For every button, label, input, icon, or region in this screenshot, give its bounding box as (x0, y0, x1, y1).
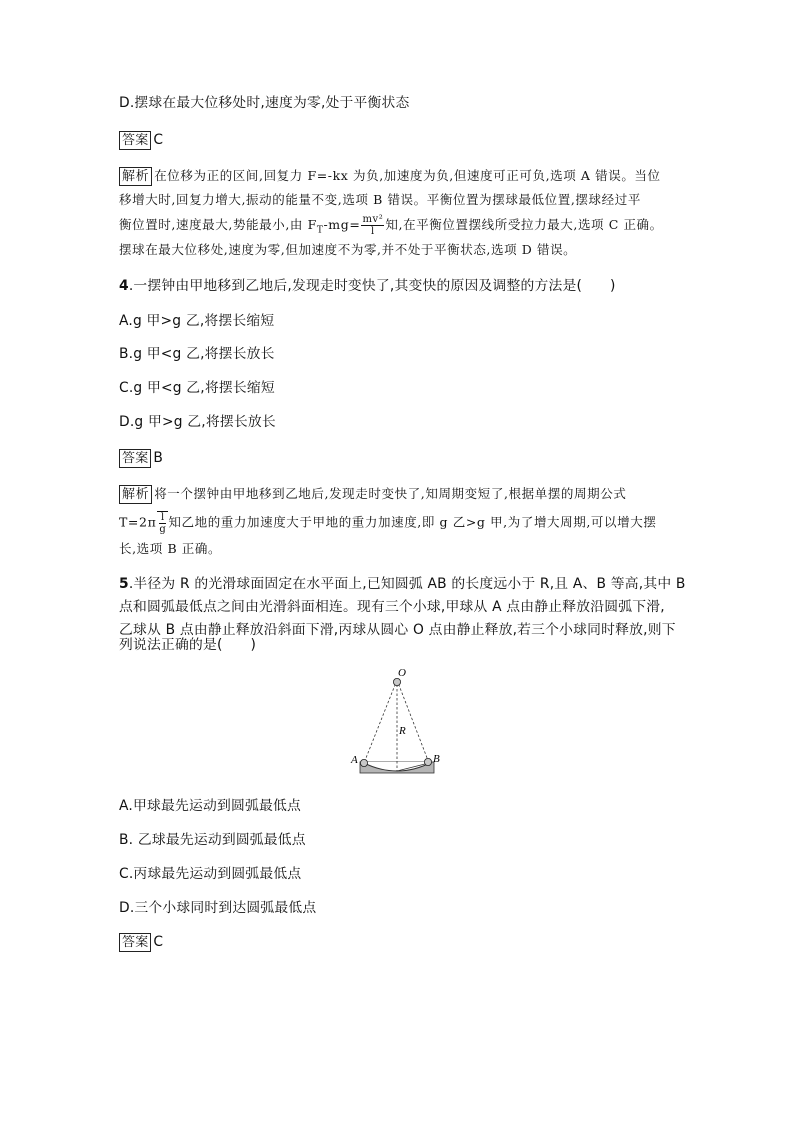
q4-stem: 4.一摆钟由甲地移到乙地后,发现走时变快了,其变快的原因及调整的方法是( ) (119, 278, 616, 294)
label-b: B (433, 753, 440, 765)
q4-analysis-line-2: T=2π $\frac{l}{g}$ 知乙地的重力加速度大于甲地的重力加速度,即 g 乙>g 甲,为了增大周期,可以增大摆 (119, 512, 657, 535)
q3-analysis-line-4: 摆球在最大位移处,速度为零,但加速度不为零,并不处于平衡状态,选项 D 错误。 (119, 242, 577, 257)
q4-option-d: D.g 甲>g 乙,将摆长放长 (119, 414, 276, 430)
q4-answer (119, 448, 163, 468)
q5-answer (119, 932, 163, 952)
fraction-mv2-over-l: $\frac{\text{mv²}}{l}$ (362, 214, 384, 237)
label-a: A (351, 754, 358, 766)
question-number: 4 (119, 278, 129, 294)
answer-tag: 答案 (119, 449, 151, 468)
answer-value: B (153, 450, 164, 466)
q5-option-b: B. 乙球最先运动到圆弧最低点 (119, 832, 306, 848)
ball-b (424, 758, 431, 765)
q5-stem-line-4: 列说法正确的是( ) (119, 637, 257, 653)
q5-option-a: A.甲球最先运动到圆弧最低点 (119, 798, 301, 814)
answer-value: C (153, 934, 164, 950)
q4-option-b: B.g 甲<g 乙,将摆长放长 (119, 346, 275, 362)
ball-o (393, 678, 400, 685)
answer-value: C (153, 132, 164, 148)
q4-option-c: C.g 甲<g 乙,将摆长缩短 (119, 380, 275, 396)
q5-stem-line-3: 乙球从 B 点由静止释放沿斜面下滑,丙球从圆心 O 点由静止释放,若三个小球同时释放,则下 (119, 622, 676, 638)
label-r: R (399, 725, 406, 737)
answer-tag: 答案 (119, 131, 151, 150)
answer-tag: 答案 (119, 933, 151, 952)
label-o: O (398, 667, 406, 679)
q5-option-c: C.丙球最先运动到圆弧最低点 (119, 866, 302, 882)
q4-analysis-line-3: 长,选项 B 正确。 (119, 541, 222, 556)
q5-stem-line-1: 5.半径为 R 的光滑球面固定在水平面上,已知圆弧 AB 的长度远小于 R,且 A、B 等高,其中 B (119, 576, 686, 592)
q4-analysis-line-1: 解析 将一个摆钟由甲地移到乙地后,发现走时变快了,知周期变短了,根据单摆的周期公式 (119, 484, 626, 504)
q3-analysis-line-3: 衡位置时,速度最大,势能最小,由 $F_T-mg=$ $\frac{\text{mv²}}{l}$ 知,在平衡位置摆线所受拉力最大,选项 C 正确。 (119, 214, 663, 237)
q4-option-a: A.g 甲>g 乙,将摆长缩短 (119, 313, 275, 329)
sphere-pendulum-diagram (340, 666, 450, 786)
ball-a (360, 759, 367, 766)
analysis-tag: 解析 (119, 167, 152, 186)
q3-answer (119, 130, 163, 150)
radius-oa (364, 680, 397, 763)
q3-analysis-line-2: 移增大时,回复力增大,振动的能量不变,选项 B 错误。平衡位置为摆球最低位置,摆球经过平 (119, 192, 641, 207)
q5-option-d: D.三个小球同时到达圆弧最低点 (119, 900, 317, 916)
q5-stem-line-2: 点和圆弧最低点之间由光滑斜面相连。现有三个小球,甲球从 A 点由静止释放沿圆弧下滑, (119, 599, 665, 615)
question-number: 5 (119, 576, 129, 592)
q3-analysis-line-1: 解析 在位移为正的区间,回复力 F=-kx 为负,加速度为负,但速度可正可负,选项 A 错误。当位 (119, 166, 661, 186)
radius-ob (397, 680, 429, 763)
sqrt-l-over-g: $\frac{l}{g}$ (159, 512, 167, 535)
analysis-tag: 解析 (119, 485, 152, 504)
q3-option-d: D.摆球在最大位移处时,速度为零,处于平衡状态 (119, 95, 410, 111)
